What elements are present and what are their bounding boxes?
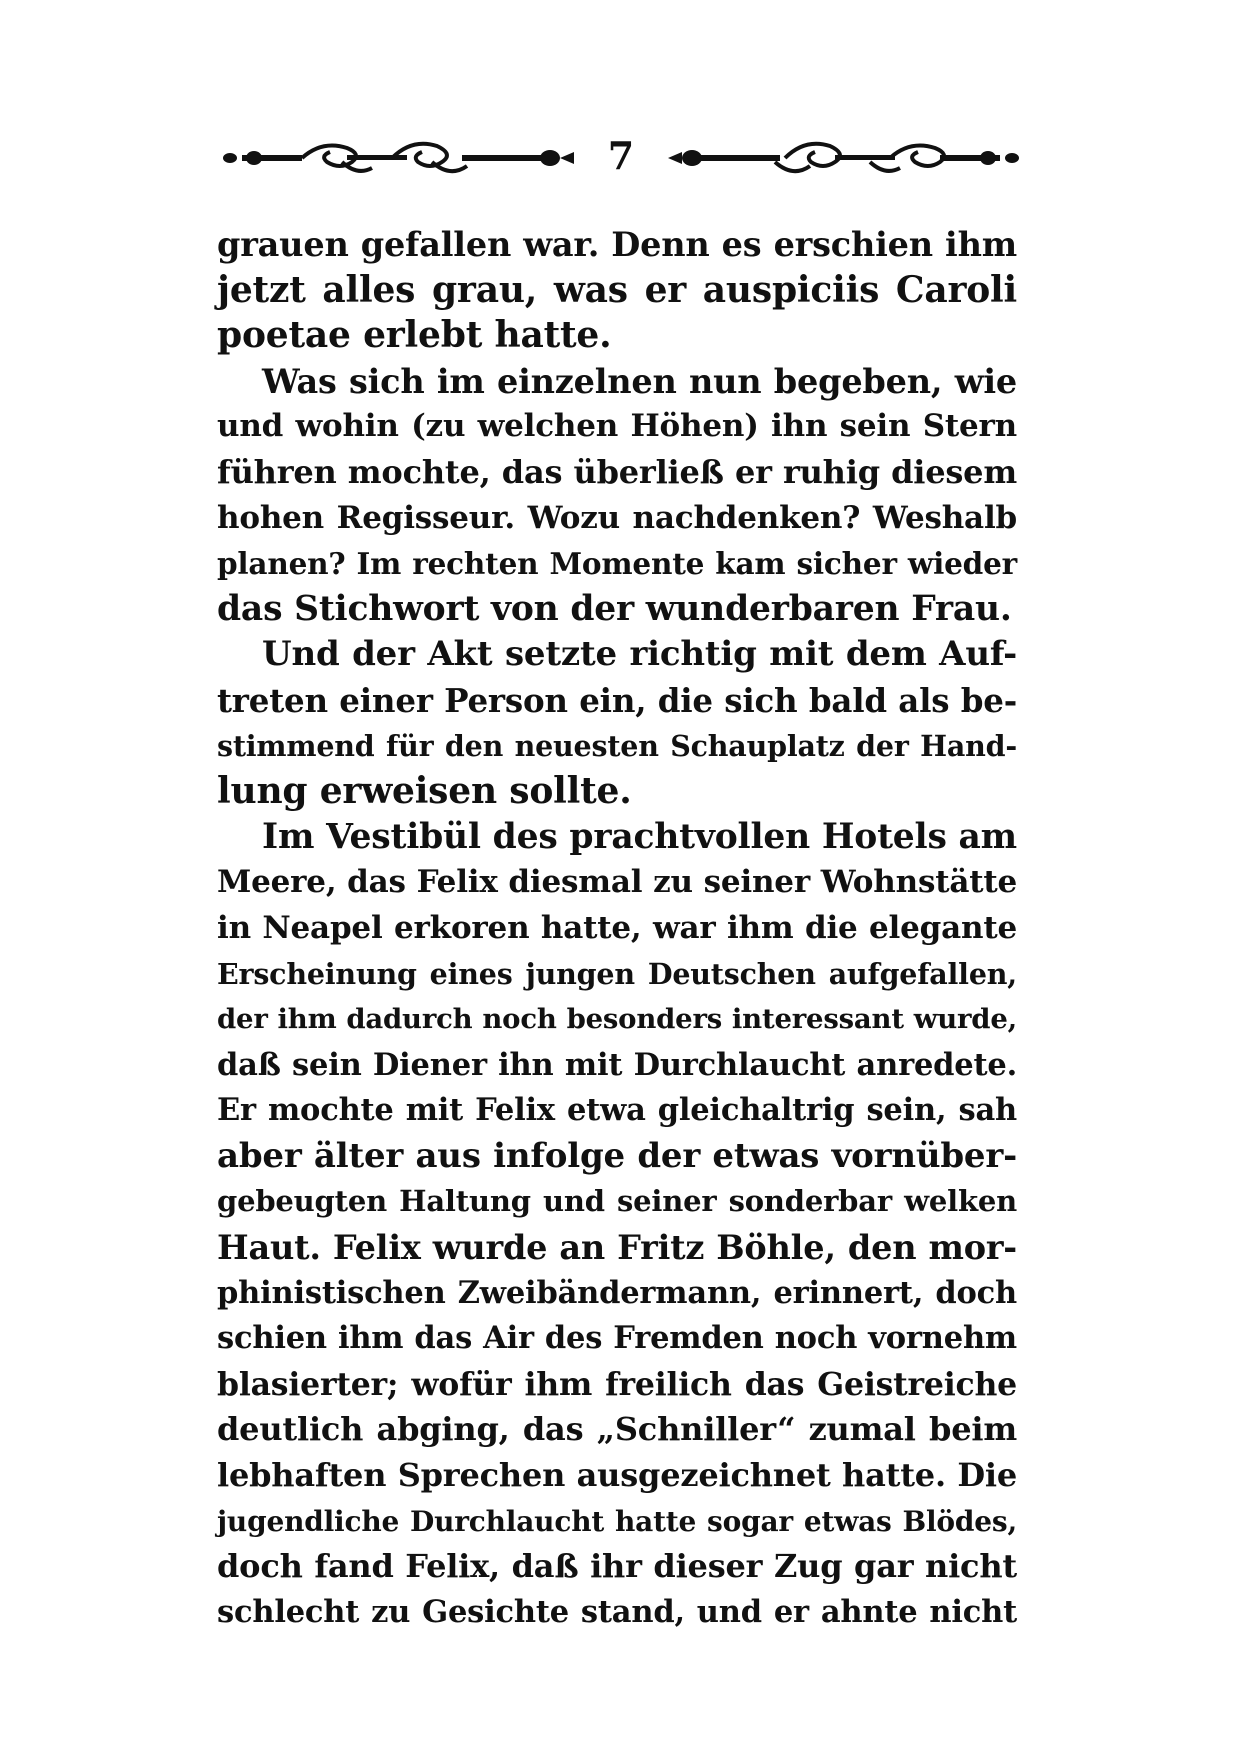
text-line: doch fand Felix, daß ihr dieser Zug gar nicht <box>217 1547 1017 1586</box>
page-header <box>222 126 1020 186</box>
text-line: Er mochte mit Felix etwa gleichaltrig sein, sah <box>217 1092 1017 1129</box>
text-line: daß sein Diener ihn mit Durchlaucht anredete. <box>217 1046 1017 1083</box>
text-line: hohen Regisseur. Wozu nachdenken? Weshalb <box>217 499 1017 536</box>
text-line: deutlich abging, das „Schniller“ zumal beim <box>217 1410 1017 1449</box>
text-line: stimmend für den neuesten Schauplatz der Hand- <box>217 728 1017 763</box>
text-line: der ihm dadurch noch besonders interessant wurde, <box>217 1003 1017 1036</box>
text-line: Was sich im einzelnen nun begeben, wie <box>262 361 1017 401</box>
text-line: Im Vestibül des prachtvollen Hotels am <box>262 816 1017 857</box>
text-line: Haut. Felix wurde an Fritz Böhle, den mor- <box>217 1228 1017 1268</box>
text-line: führen mochte, das überließ er ruhig diesem <box>217 452 1017 491</box>
text-line: aber älter aus infolge der etwas vornüber- <box>217 1135 1017 1176</box>
text-line: gebeugten Haltung und seiner sonderbar welken <box>217 1184 1017 1219</box>
text-line: grauen gefallen war. Denn es erschien ihm <box>217 225 1017 264</box>
text-line: in Neapel erkoren hatte, war ihm die elegante <box>217 909 1017 946</box>
text-line: treten einer Person ein, die sich bald als be- <box>217 680 1017 720</box>
ornament-left-icon <box>222 132 577 180</box>
text-line: blasierter; wofür ihm freilich das Geistreiche <box>217 1365 1017 1403</box>
ornament-right-icon <box>665 132 1020 180</box>
text-line: Erscheinung eines jungen Deutschen aufgefallen, <box>217 956 1017 991</box>
text-line: lebhaften Sprechen ausgezeichnet hatte. Die <box>217 1456 1017 1495</box>
text-line: schien ihm das Air des Fremden noch vornehm <box>217 1320 1017 1357</box>
text-line: phinistischen Zweibändermann, erinnert, doch <box>217 1274 1017 1311</box>
body-text <box>217 222 1017 1635</box>
text-line: Meere, das Felix diesmal zu seiner Wohnstätte <box>217 864 1017 901</box>
text-line: schlecht zu Gesichte stand, und er ahnte nicht <box>217 1593 1017 1630</box>
text-line: planen? Im rechten Momente kam sicher wieder <box>217 546 1017 582</box>
text-line: jugendliche Durchlaucht hatte sogar etwas Blödes, <box>217 1504 1017 1538</box>
text-line: lung erweisen sollte. <box>217 770 632 813</box>
text-line: poetae erlebt hatte. <box>217 314 612 357</box>
text-line: Und der Akt setzte richtig mit dem Auf- <box>262 634 1017 675</box>
text-line: und wohin (zu welchen Höhen) ihn sein Stern <box>217 408 1017 445</box>
text-line: jetzt alles grau, was er auspiciis Caroli <box>217 268 1017 311</box>
text-line: das Stichwort von der wunderbaren Frau. <box>217 588 1012 629</box>
page-number: 7 <box>607 133 635 178</box>
